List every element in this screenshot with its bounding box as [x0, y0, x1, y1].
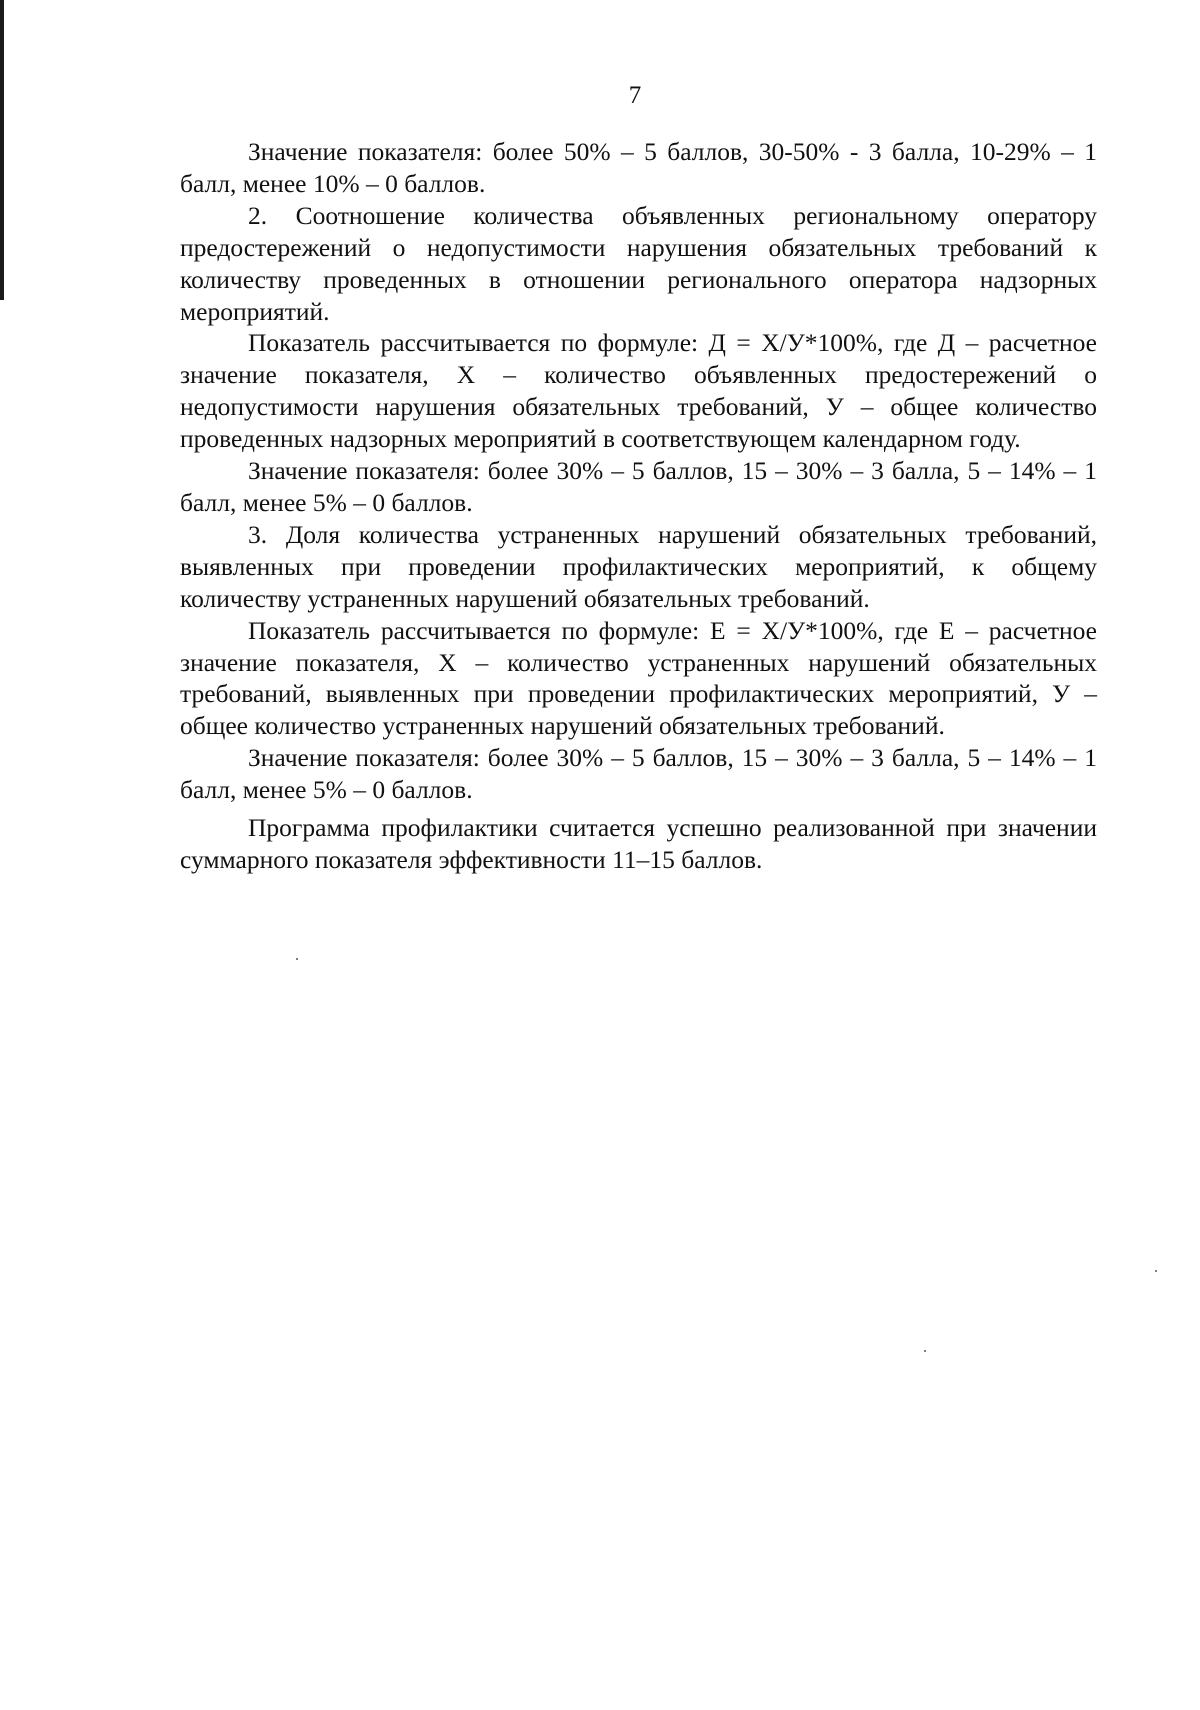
scan-speck [924, 1350, 926, 1352]
paragraph-conclusion: Программа профилактики считается успешно реализованной при значении суммарного показателя эффективности 11–15 баллов. [180, 813, 1097, 874]
paragraph-indicator-2-formula: Показатель рассчитывается по формуле: Д = Х/У*100%, где Д – расчетное значение показателя, Х – количество объявленных предостережений о недопустимости нарушения обязательных требований, У – общее количество проведенных надзорных мероприятий в соответствующем календарном году. [180, 328, 1097, 454]
document-body [180, 136, 1097, 876]
paragraph-indicator-3-formula: Показатель рассчитывается по формуле: Е = Х/У*100%, где Е – расчетное значение показателя, Х – количество устраненных нарушений обязательных требований, выявленных при проведении профилактических мероприятий, У – общее количество устраненных нарушений обязательных требований. [180, 615, 1097, 741]
page-number: 7 [628, 82, 642, 109]
scan-edge-shadow [0, 0, 4, 300]
scan-speck [296, 958, 298, 960]
paragraph-indicator-2-title: 2. Соотношение количества объявленных региональному оператору предостережений о недопустимости нарушения обязательных требований к количеству проведенных в отношении регионального оператора надзорных мероприятий. [180, 200, 1097, 326]
paragraph-indicator-1-values: Значение показателя: более 50% – 5 баллов, 30-50% - 3 балла, 10-29% – 1 балл, менее 10% – 0 баллов. [180, 137, 1097, 198]
paragraph-indicator-3-title: 3. Доля количества устраненных нарушений обязательных требований, выявленных при проведении профилактических мероприятий, к общему количеству устраненных нарушений обязательных требований. [180, 519, 1097, 613]
paragraph-indicator-2-values: Значение показателя: более 30% – 5 баллов, 15 – 30% – 3 балла, 5 – 14% – 1 балл, менее 5% – 0 баллов. [180, 456, 1097, 517]
paragraph-indicator-3-values: Значение показателя: более 30% – 5 баллов, 15 – 30% – 3 балла, 5 – 14% – 1 балл, менее 5% – 0 баллов. [180, 743, 1097, 805]
scan-speck [1155, 1270, 1157, 1272]
